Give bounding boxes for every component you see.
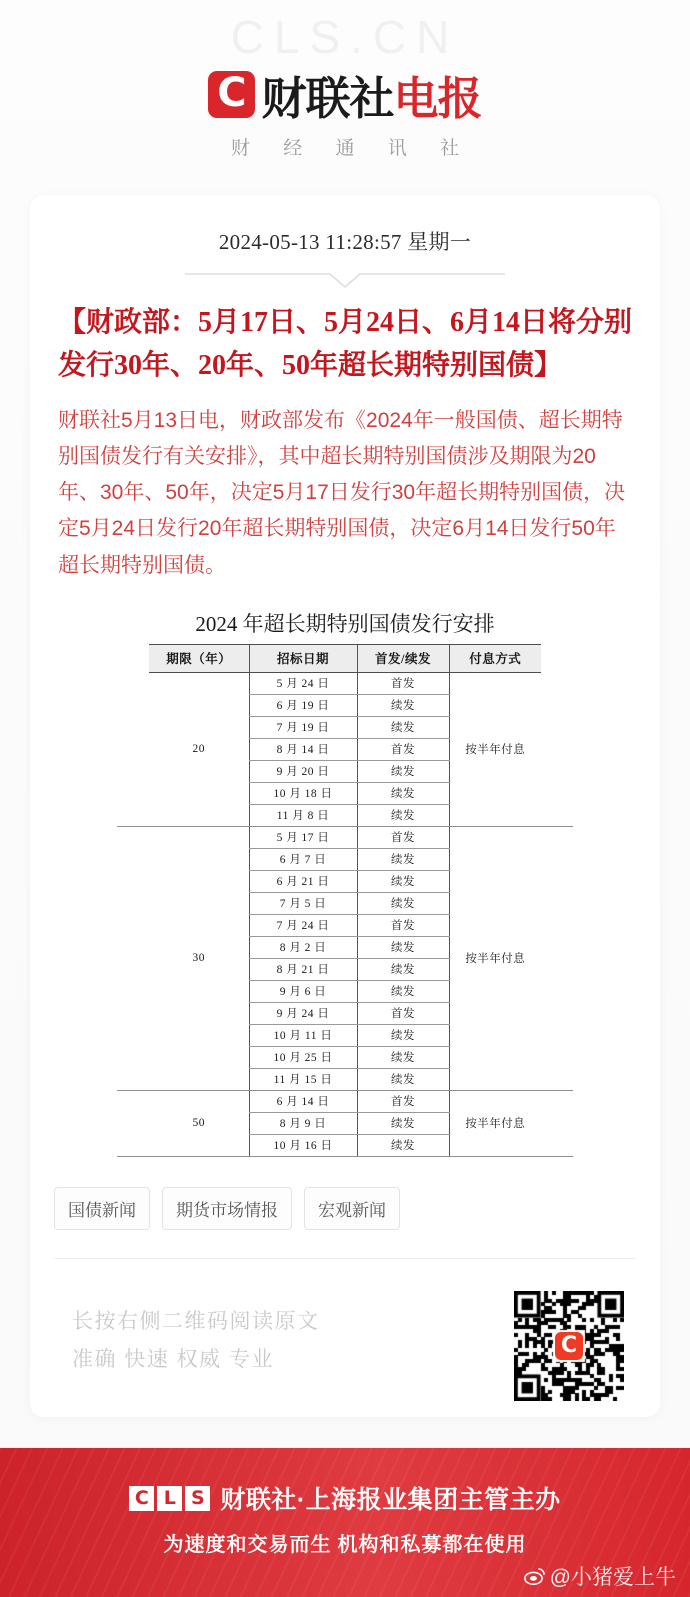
qr-instruction-line1: 长按右侧二维码阅读原文: [72, 1309, 320, 1333]
col-header-type: 首发/续发: [357, 644, 449, 672]
tag-list: [54, 1187, 660, 1230]
cell-issue-type: 续发: [357, 1068, 449, 1090]
cell-issue-type: 续发: [357, 760, 449, 782]
brand-logo: [0, 62, 690, 127]
cell-issue-type: 首发: [357, 914, 449, 936]
cell-issue-type: 续发: [357, 936, 449, 958]
cell-date: 8 月 2 日: [249, 936, 357, 958]
weibo-icon: [524, 1567, 546, 1585]
qr-code[interactable]: [514, 1291, 624, 1401]
cls-letter-s: S: [185, 1486, 210, 1511]
cell-issue-type: 续发: [357, 716, 449, 738]
logo-text-cls: 财联社: [261, 73, 394, 124]
cell-date: 10 月 11 日: [249, 1024, 357, 1046]
site-watermark: CLS.CN: [230, 11, 460, 63]
banner-main-text: 财联社·上海报业集团主管主办: [220, 1486, 561, 1514]
table-body: [149, 672, 541, 1156]
cls-logo-boxes: [129, 1486, 210, 1511]
cell-payment: 按半年付息: [465, 952, 526, 965]
cell-issue-type: 首发: [357, 1090, 449, 1112]
cell-issue-type: 首发: [357, 738, 449, 760]
table-title: 2024 年超长期特别国债发行安排: [195, 611, 495, 636]
cell-date: 7 月 24 日: [249, 914, 357, 936]
table-row: [149, 672, 541, 694]
article-datetime: 2024-05-13 11:28:57 星期一: [218, 230, 472, 254]
tag-chip-0[interactable]: 国债新闻: [54, 1187, 150, 1230]
cell-date: 6 月 14 日: [249, 1090, 357, 1112]
cell-date: 9 月 24 日: [249, 1002, 357, 1024]
group-separator: [117, 1090, 573, 1091]
page-header: [0, 0, 690, 195]
cell-issue-type: 续发: [357, 892, 449, 914]
cls-letter-l: L: [157, 1486, 182, 1511]
cell-date: 8 月 14 日: [249, 738, 357, 760]
cell-issue-type: 续发: [357, 980, 449, 1002]
cell-date: 5 月 17 日: [249, 826, 357, 848]
cls-c-icon: [208, 71, 255, 118]
cell-term: 30: [192, 951, 205, 964]
tag-chip-1[interactable]: 期货市场情报: [162, 1187, 292, 1230]
cell-issue-type: 首发: [357, 672, 449, 694]
cell-date: 7 月 5 日: [249, 892, 357, 914]
cls-c-icon-letter: C: [217, 69, 247, 116]
cls-letter-c: C: [129, 1486, 154, 1511]
group-separator: [117, 826, 573, 827]
col-header-payment: 付息方式: [449, 644, 541, 672]
cell-date: 9 月 20 日: [249, 760, 357, 782]
table-row: [149, 826, 541, 848]
cell-date: 11 月 15 日: [249, 1068, 357, 1090]
article-body: 财联社5月13日电，财政部发布《2024年一般国债、超长期特别国债发行有关安排》，其中超长期特别国债涉及期限为20年、30年、50年，决定5月17日发行30年超长期特别国债，决定5月24日发行20年超长期特别国债，决定6月14日发行50年超长期特别国债。: [58, 409, 626, 577]
cell-date: 10 月 25 日: [249, 1046, 357, 1068]
tag-chip-2[interactable]: 宏观新闻: [304, 1187, 400, 1230]
article-headline: 【财政部：5月17日、5月24日、6月14日将分别发行30年、20年、50年超长期特别国债】: [58, 307, 633, 381]
article-card: [30, 195, 660, 1417]
divider-chevron-icon: [185, 270, 505, 290]
cell-date: 8 月 9 日: [249, 1112, 357, 1134]
cell-date: 8 月 21 日: [249, 958, 357, 980]
cell-date: 6 月 19 日: [249, 694, 357, 716]
cell-date: 5 月 24 日: [249, 672, 357, 694]
schedule-table: [149, 644, 541, 1157]
cell-issue-type: 续发: [357, 1112, 449, 1134]
footer-divider: [54, 1258, 636, 1259]
cell-issue-type: 续发: [357, 694, 449, 716]
cell-issue-type: 续发: [357, 1024, 449, 1046]
brand-banner: [0, 1448, 690, 1597]
logo-subtitle: 财 经 通 讯 社: [230, 138, 474, 159]
cell-issue-type: 续发: [357, 1046, 449, 1068]
cell-date: 10 月 16 日: [249, 1134, 357, 1156]
qr-center-logo: C: [555, 1332, 583, 1360]
cell-issue-type: 首发: [357, 826, 449, 848]
group-separator: [117, 1156, 573, 1157]
cell-date: 9 月 6 日: [249, 980, 357, 1002]
cell-date: 11 月 8 日: [249, 804, 357, 826]
decorative-divider: [185, 270, 505, 290]
cell-date: 10 月 18 日: [249, 782, 357, 804]
weibo-handle: @小猪爱上牛: [549, 1566, 676, 1589]
weibo-watermark: [524, 1561, 676, 1591]
cell-issue-type: 续发: [357, 958, 449, 980]
logo-text-telegram: 电报: [393, 73, 482, 124]
cell-payment: 按半年付息: [465, 1117, 526, 1130]
qr-instruction: [72, 1303, 320, 1381]
cell-date: 7 月 19 日: [249, 716, 357, 738]
cell-issue-type: 续发: [357, 1134, 449, 1156]
col-header-date: 招标日期: [249, 644, 357, 672]
schedule-table-wrap: [145, 644, 545, 1157]
cell-date: 6 月 7 日: [249, 848, 357, 870]
col-header-term: 期限（年）: [149, 644, 249, 672]
table-row: [149, 1090, 541, 1112]
cell-issue-type: 续发: [357, 870, 449, 892]
cell-date: 6 月 21 日: [249, 870, 357, 892]
cell-payment: 按半年付息: [465, 743, 526, 756]
cell-issue-type: 首发: [357, 1002, 449, 1024]
banner-title-row: [0, 1448, 690, 1516]
cell-term: 20: [192, 742, 205, 755]
table-head: [149, 644, 541, 672]
cell-term: 50: [192, 1116, 205, 1129]
cell-issue-type: 续发: [357, 804, 449, 826]
table-header-row: [149, 644, 541, 672]
qr-instruction-line2: 准确 快速 权威 专业: [72, 1348, 275, 1372]
cell-issue-type: 续发: [357, 782, 449, 804]
banner-sub-text: 为速度和交易而生 机构和私募都在使用: [163, 1534, 527, 1556]
cell-issue-type: 续发: [357, 848, 449, 870]
card-footer: [54, 1289, 636, 1409]
